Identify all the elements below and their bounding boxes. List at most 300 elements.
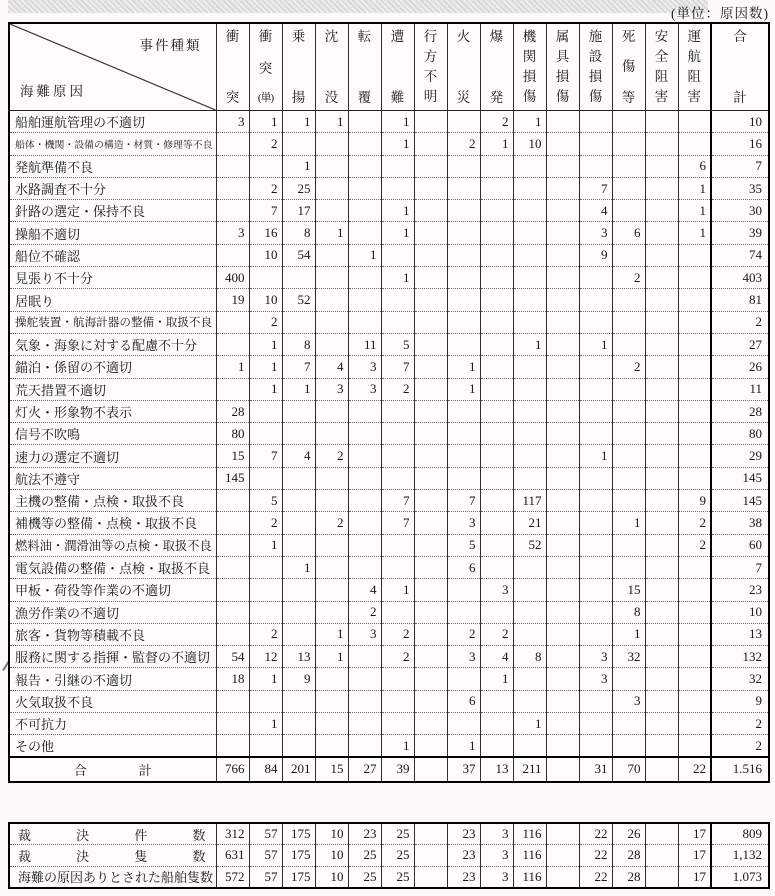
cell-casualties <box>612 556 645 578</box>
cell-grounding: 54 <box>282 244 315 266</box>
cell-distress: 25 <box>381 866 414 888</box>
cell-engine-damage: 116 <box>513 866 546 888</box>
cell-grounding <box>282 713 315 735</box>
cell-explosion <box>480 601 513 623</box>
cell-safety-hindrance <box>645 556 678 578</box>
cell-casualties: 1 <box>612 623 645 645</box>
cell-gear-damage <box>546 823 579 845</box>
cell-capsizing <box>348 423 381 445</box>
cell-casualties <box>612 155 645 177</box>
cell-distress: 7 <box>381 512 414 534</box>
cell-casualties <box>612 200 645 222</box>
cell-total: 81 <box>711 289 769 311</box>
column-header-sinking: 沈 没 <box>315 23 348 111</box>
cell-collision-single <box>249 556 282 578</box>
corner-header-cell <box>9 23 216 111</box>
cell-gear-damage <box>546 757 579 782</box>
cell-operation-hindrance: 1 <box>678 177 711 199</box>
cell-gear-damage <box>546 601 579 623</box>
cell-missing <box>414 668 447 690</box>
cell-sinking <box>315 534 348 556</box>
cell-engine-damage <box>513 378 546 400</box>
cell-grounding <box>282 601 315 623</box>
cell-collision <box>216 177 249 199</box>
cell-grounding: 13 <box>282 646 315 668</box>
cell-collision: 3 <box>216 222 249 244</box>
cell-distress <box>381 244 414 266</box>
cell-grounding <box>282 423 315 445</box>
cell-missing <box>414 823 447 845</box>
cell-explosion: 3 <box>480 579 513 601</box>
cell-explosion <box>480 423 513 445</box>
cell-sinking: 2 <box>315 512 348 534</box>
cell-gear-damage <box>546 845 579 867</box>
cell-distress: 39 <box>381 757 414 782</box>
cell-operation-hindrance <box>678 467 711 489</box>
column-header-engine-damage: 機 関 損 傷 <box>513 23 546 111</box>
table-row <box>9 556 769 578</box>
cell-distress: 1 <box>381 133 414 155</box>
cell-grounding <box>282 133 315 155</box>
table-row <box>9 111 769 133</box>
cell-gear-damage <box>546 267 579 289</box>
cell-fire <box>447 445 480 467</box>
cell-fire: 7 <box>447 490 480 512</box>
cell-facility-damage: 1 <box>579 445 612 467</box>
cell-sinking: 10 <box>315 845 348 867</box>
cell-sinking <box>315 133 348 155</box>
cell-operation-hindrance <box>678 111 711 133</box>
cell-facility-damage <box>579 155 612 177</box>
row-label: 航法不遵守 <box>9 467 216 489</box>
cell-total: 30 <box>711 200 769 222</box>
cell-engine-damage <box>513 177 546 199</box>
column-header-fire: 火 災 <box>447 23 480 111</box>
cell-collision-single: 7 <box>249 445 282 467</box>
cell-collision-single <box>249 423 282 445</box>
cell-missing <box>414 445 447 467</box>
cell-sinking: 10 <box>315 823 348 845</box>
cell-casualties <box>612 177 645 199</box>
cell-distress: 1 <box>381 222 414 244</box>
table-row <box>9 423 769 445</box>
cell-engine-damage <box>513 601 546 623</box>
cell-explosion: 3 <box>480 823 513 845</box>
cell-missing <box>414 490 447 512</box>
cell-distress: 1 <box>381 579 414 601</box>
row-label: 発航準備不良 <box>9 155 216 177</box>
cell-distress: 1 <box>381 111 414 133</box>
cell-collision <box>216 155 249 177</box>
cell-engine-damage <box>513 623 546 645</box>
cell-engine-damage <box>513 690 546 712</box>
column-header-safety-hindrance: 安 全 阻 害 <box>645 23 678 111</box>
cell-collision-single <box>249 267 282 289</box>
row-label: 電気設備の整備・点検・取扱不良 <box>9 556 216 578</box>
cell-collision-single: 7 <box>249 200 282 222</box>
cell-fire <box>447 668 480 690</box>
row-label: 操舵装置・航海計器の整備・取扱不良 <box>9 311 216 333</box>
cell-operation-hindrance <box>678 356 711 378</box>
cell-distress: 1 <box>381 735 414 757</box>
row-label: 速力の選定不適切 <box>9 445 216 467</box>
cell-safety-hindrance <box>645 579 678 601</box>
cell-facility-damage <box>579 289 612 311</box>
row-label: 旅客・貨物等積載不良 <box>9 623 216 645</box>
cell-engine-damage: 116 <box>513 823 546 845</box>
cell-safety-hindrance <box>645 222 678 244</box>
cell-collision <box>216 534 249 556</box>
cell-explosion <box>480 289 513 311</box>
cell-operation-hindrance <box>678 289 711 311</box>
cell-distress <box>381 155 414 177</box>
column-header-facility-damage: 施 設 損 傷 <box>579 23 612 111</box>
cell-explosion <box>480 690 513 712</box>
cell-gear-damage <box>546 133 579 155</box>
cell-grounding: 8 <box>282 333 315 355</box>
cell-total: 28 <box>711 400 769 422</box>
cell-casualties <box>612 735 645 757</box>
cell-casualties: 3 <box>612 690 645 712</box>
cell-engine-damage <box>513 445 546 467</box>
cell-sinking: 10 <box>315 866 348 888</box>
cell-explosion <box>480 445 513 467</box>
cell-operation-hindrance: 17 <box>678 866 711 888</box>
cell-collision-single: 1 <box>249 378 282 400</box>
cell-fire <box>447 333 480 355</box>
cell-explosion <box>480 512 513 534</box>
cell-engine-damage <box>513 200 546 222</box>
cell-missing <box>414 222 447 244</box>
cell-explosion <box>480 534 513 556</box>
cell-total: 809 <box>711 823 769 845</box>
cell-grounding: 7 <box>282 356 315 378</box>
cell-collision <box>216 713 249 735</box>
cell-grounding: 1 <box>282 556 315 578</box>
cell-explosion <box>480 713 513 735</box>
cell-engine-damage: 1 <box>513 111 546 133</box>
cell-operation-hindrance: 2 <box>678 512 711 534</box>
cell-casualties: 26 <box>612 823 645 845</box>
cell-sinking <box>315 713 348 735</box>
cell-distress <box>381 289 414 311</box>
cell-total: 60 <box>711 534 769 556</box>
cell-gear-damage <box>546 289 579 311</box>
cell-fire <box>447 155 480 177</box>
cell-safety-hindrance <box>645 200 678 222</box>
cell-gear-damage <box>546 534 579 556</box>
row-label: 針路の選定・保持不良 <box>9 200 216 222</box>
cell-collision: 1 <box>216 356 249 378</box>
cell-casualties: 32 <box>612 646 645 668</box>
header-row <box>9 23 769 111</box>
cell-distress <box>381 445 414 467</box>
cell-sinking <box>315 200 348 222</box>
cell-explosion: 1 <box>480 668 513 690</box>
cell-capsizing <box>348 200 381 222</box>
cell-grounding <box>282 623 315 645</box>
cell-missing <box>414 200 447 222</box>
table-row <box>9 155 769 177</box>
cell-collision-single: 10 <box>249 289 282 311</box>
cell-facility-damage <box>579 378 612 400</box>
column-header-gear-damage: 属 具 損 傷 <box>546 23 579 111</box>
cell-total: 23 <box>711 579 769 601</box>
cell-grounding: 175 <box>282 823 315 845</box>
cell-total: 403 <box>711 267 769 289</box>
cell-collision-single <box>249 735 282 757</box>
table-row <box>9 534 769 556</box>
cell-explosion: 1 <box>480 133 513 155</box>
cell-safety-hindrance <box>645 823 678 845</box>
cell-missing <box>414 646 447 668</box>
cell-grounding: 175 <box>282 845 315 867</box>
cell-fire: 23 <box>447 823 480 845</box>
cell-distress <box>381 467 414 489</box>
cell-total: 11 <box>711 378 769 400</box>
cell-safety-hindrance <box>645 267 678 289</box>
cell-missing <box>414 400 447 422</box>
cell-sinking <box>315 735 348 757</box>
table-row <box>9 866 769 888</box>
cell-fire <box>447 601 480 623</box>
cell-capsizing <box>348 668 381 690</box>
cell-engine-damage: 8 <box>513 646 546 668</box>
cell-casualties: 8 <box>612 601 645 623</box>
table-row <box>9 845 769 867</box>
cell-engine-damage <box>513 423 546 445</box>
row-label: 漁労作業の不適切 <box>9 601 216 623</box>
cell-explosion: 3 <box>480 866 513 888</box>
cell-facility-damage: 9 <box>579 244 612 266</box>
cell-explosion: 13 <box>480 757 513 782</box>
cell-casualties <box>612 668 645 690</box>
cell-engine-damage <box>513 668 546 690</box>
cell-fire <box>447 177 480 199</box>
table-row <box>9 333 769 355</box>
cell-distress <box>381 400 414 422</box>
cell-capsizing: 3 <box>348 378 381 400</box>
cell-missing <box>414 378 447 400</box>
row-label: 甲板・荷役等作業の不適切 <box>9 579 216 601</box>
cell-distress <box>381 311 414 333</box>
cell-total: 2 <box>711 713 769 735</box>
cell-explosion: 4 <box>480 646 513 668</box>
cell-fire <box>447 267 480 289</box>
column-header-operation-hindrance: 運 航 阻 害 <box>678 23 711 111</box>
table-row <box>9 133 769 155</box>
cell-explosion <box>480 222 513 244</box>
cell-total: 1,132 <box>711 845 769 867</box>
cell-total: 38 <box>711 512 769 534</box>
cell-gear-damage <box>546 244 579 266</box>
cell-fire: 23 <box>447 845 480 867</box>
cell-distress: 25 <box>381 845 414 867</box>
cell-collision: 80 <box>216 423 249 445</box>
cell-collision-single: 1 <box>249 668 282 690</box>
cell-grounding <box>282 467 315 489</box>
cell-grounding <box>282 735 315 757</box>
cell-grounding: 52 <box>282 289 315 311</box>
cell-casualties: 28 <box>612 845 645 867</box>
cell-collision-single: 12 <box>249 646 282 668</box>
cell-gear-damage <box>546 378 579 400</box>
cell-sinking <box>315 601 348 623</box>
cell-safety-hindrance <box>645 512 678 534</box>
cell-missing <box>414 623 447 645</box>
cell-safety-hindrance <box>645 713 678 735</box>
cell-capsizing <box>348 267 381 289</box>
cell-collision: 400 <box>216 267 249 289</box>
cell-grounding <box>282 534 315 556</box>
cell-operation-hindrance <box>678 378 711 400</box>
row-label: 気象・海象に対する配慮不十分 <box>9 333 216 355</box>
cell-sinking: 1 <box>315 111 348 133</box>
cell-casualties <box>612 133 645 155</box>
cell-engine-damage <box>513 267 546 289</box>
table-row <box>9 267 769 289</box>
cell-grounding: 1 <box>282 155 315 177</box>
column-header-grounding: 乗 揚 <box>282 23 315 111</box>
row-label: その他 <box>9 735 216 757</box>
cell-collision-single: 1 <box>249 713 282 735</box>
cell-collision-single: 57 <box>249 845 282 867</box>
cell-operation-hindrance <box>678 423 711 445</box>
cell-sinking: 15 <box>315 757 348 782</box>
cell-fire <box>447 579 480 601</box>
cell-capsizing <box>348 646 381 668</box>
cell-facility-damage <box>579 556 612 578</box>
table-row <box>9 601 769 623</box>
cell-operation-hindrance: 17 <box>678 845 711 867</box>
cell-safety-hindrance <box>645 400 678 422</box>
cell-total: 145 <box>711 490 769 512</box>
cell-grounding: 1 <box>282 378 315 400</box>
cell-engine-damage: 52 <box>513 534 546 556</box>
cell-collision: 18 <box>216 668 249 690</box>
cell-engine-damage <box>513 467 546 489</box>
cell-fire: 3 <box>447 512 480 534</box>
cell-collision-single: 1 <box>249 111 282 133</box>
table-row <box>9 512 769 534</box>
cell-capsizing <box>348 534 381 556</box>
cell-gear-damage <box>546 579 579 601</box>
cell-sinking <box>315 267 348 289</box>
cell-facility-damage <box>579 423 612 445</box>
cell-operation-hindrance <box>678 735 711 757</box>
cell-collision <box>216 690 249 712</box>
cell-capsizing: 3 <box>348 623 381 645</box>
cell-fire: 2 <box>447 623 480 645</box>
table-row <box>9 289 769 311</box>
cell-total: 7 <box>711 155 769 177</box>
main-table <box>8 22 770 783</box>
table-row <box>9 378 769 400</box>
cell-explosion <box>480 200 513 222</box>
cell-explosion <box>480 735 513 757</box>
cell-safety-hindrance <box>645 735 678 757</box>
row-label: 報告・引継の不適切 <box>9 668 216 690</box>
cell-explosion <box>480 378 513 400</box>
cell-sinking <box>315 333 348 355</box>
cell-operation-hindrance: 1 <box>678 200 711 222</box>
cell-distress: 7 <box>381 490 414 512</box>
cell-safety-hindrance <box>645 866 678 888</box>
cell-engine-damage <box>513 556 546 578</box>
cell-engine-damage: 1 <box>513 333 546 355</box>
cell-grounding: 9 <box>282 668 315 690</box>
cell-sinking <box>315 668 348 690</box>
cell-grounding <box>282 267 315 289</box>
table-row <box>9 713 769 735</box>
row-label: 火気取扱不良 <box>9 690 216 712</box>
cell-total: 13 <box>711 623 769 645</box>
cell-collision-single: 5 <box>249 490 282 512</box>
cell-safety-hindrance <box>645 534 678 556</box>
cell-missing <box>414 579 447 601</box>
cell-collision: 766 <box>216 757 249 782</box>
row-label: 操船不適切 <box>9 222 216 244</box>
cell-capsizing <box>348 467 381 489</box>
cell-operation-hindrance: 2 <box>678 534 711 556</box>
table-row <box>9 735 769 757</box>
cell-capsizing: 2 <box>348 601 381 623</box>
cell-facility-damage <box>579 512 612 534</box>
cell-fire <box>447 400 480 422</box>
cell-distress <box>381 534 414 556</box>
cell-facility-damage: 22 <box>579 845 612 867</box>
cell-casualties <box>612 378 645 400</box>
column-header-explosion: 爆 発 <box>480 23 513 111</box>
cell-total: 9 <box>711 690 769 712</box>
column-header-collision: 衝 突 <box>216 23 249 111</box>
cell-fire <box>447 311 480 333</box>
cell-sinking <box>315 690 348 712</box>
cell-missing <box>414 534 447 556</box>
cell-capsizing <box>348 490 381 512</box>
cell-total: 10 <box>711 601 769 623</box>
cell-safety-hindrance <box>645 690 678 712</box>
cell-gear-damage <box>546 111 579 133</box>
cell-distress <box>381 713 414 735</box>
cell-missing <box>414 556 447 578</box>
cell-operation-hindrance <box>678 556 711 578</box>
cell-distress: 1 <box>381 267 414 289</box>
cell-engine-damage <box>513 356 546 378</box>
cell-sinking <box>315 490 348 512</box>
row-label: 裁決隻数 <box>9 845 216 867</box>
cell-gear-damage <box>546 512 579 534</box>
cell-collision-single: 57 <box>249 866 282 888</box>
cell-collision-single: 84 <box>249 757 282 782</box>
cell-operation-hindrance <box>678 713 711 735</box>
cell-collision <box>216 579 249 601</box>
row-label: 海難の原因ありとされた船舶隻数 <box>9 866 216 888</box>
cell-facility-damage <box>579 267 612 289</box>
column-header-distress: 遭 難 <box>381 23 414 111</box>
cell-casualties <box>612 311 645 333</box>
cell-fire: 6 <box>447 690 480 712</box>
cell-capsizing <box>348 222 381 244</box>
cell-sinking <box>315 467 348 489</box>
cell-total: 16 <box>711 133 769 155</box>
cell-fire <box>447 713 480 735</box>
cell-gear-damage <box>546 490 579 512</box>
cell-collision: 28 <box>216 400 249 422</box>
cell-sinking <box>315 579 348 601</box>
cell-casualties <box>612 400 645 422</box>
cell-facility-damage <box>579 111 612 133</box>
